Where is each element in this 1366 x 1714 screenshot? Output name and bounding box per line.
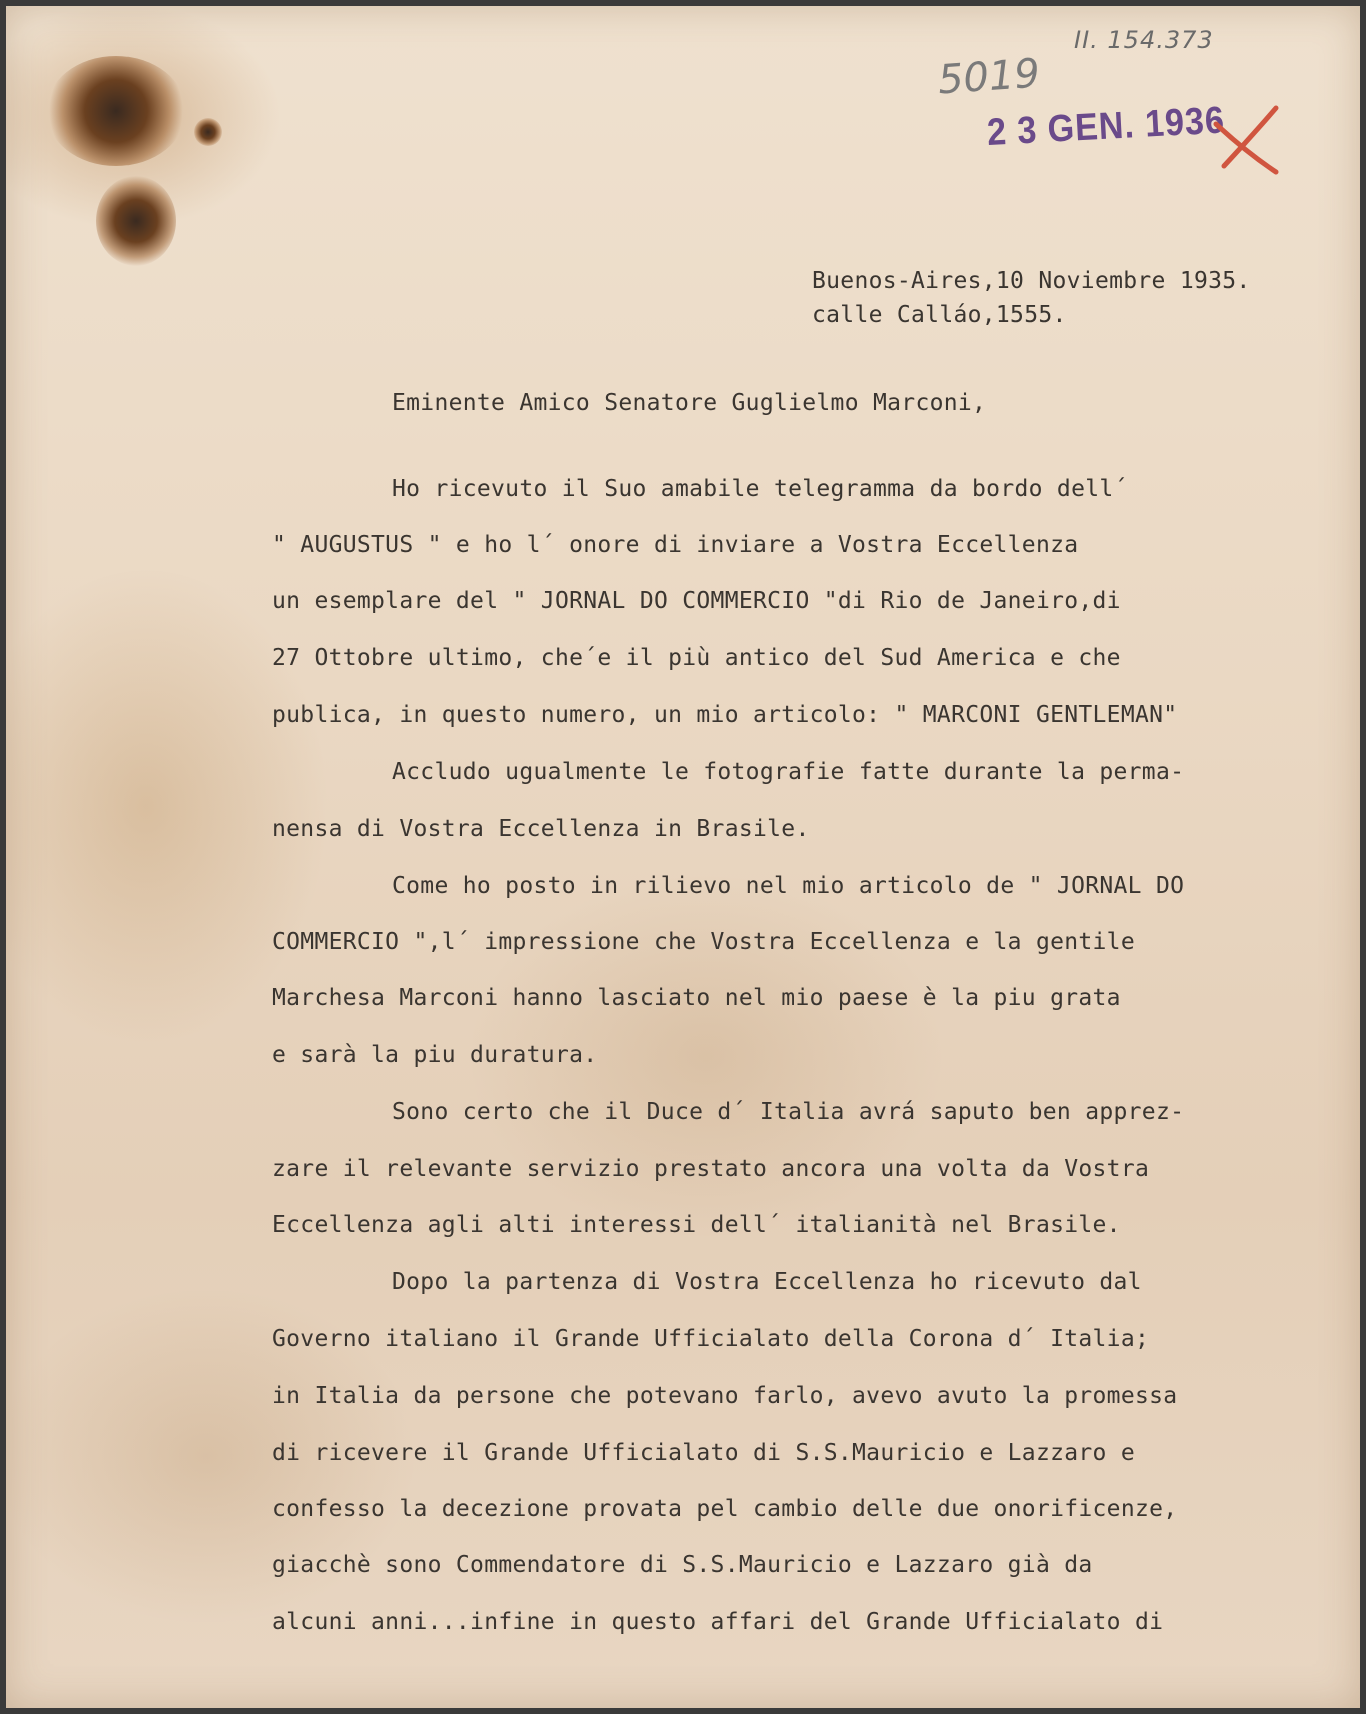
body-line: Accludo ugualmente le fotografie fatte durante la perma-	[392, 759, 1185, 785]
body-line: Come ho posto in rilievo nel mio articolo de " JORNAL DO	[392, 873, 1185, 899]
body-line: Dopo la partenza di Vostra Eccellenza ho ricevuto dal	[392, 1269, 1142, 1295]
body-line: Marchesa Marconi hanno lasciato nel mio paese è la piu grata	[272, 985, 1121, 1011]
body-line: giacchè sono Commendatore di S.S.Mauricio e Lazzaro già da	[272, 1552, 1093, 1578]
body-line: alcuni anni...infine in questo affari del Grande Ufficialato di	[272, 1609, 1164, 1635]
body-line: Ho ricevuto il Suo amabile telegramma da bordo dell´	[392, 476, 1128, 502]
red-cross-mark	[1206, 102, 1286, 182]
salutation: Eminente Amico Senatore Guglielmo Marconi,	[392, 390, 987, 416]
body-line: " AUGUSTUS " e ho l´ onore di inviare a Vostra Eccellenza	[272, 532, 1079, 558]
letter-page	[6, 6, 1360, 1708]
burn-mark	[96, 176, 176, 266]
archive-number: II. 154.373	[1074, 26, 1214, 54]
body-line: e sarà la piu duratura.	[272, 1042, 598, 1068]
body-line: 27 Ottobre ultimo, che´e il più antico del Sud America e che	[272, 645, 1121, 671]
body-line: nensa di Vostra Eccellenza in Brasile.	[272, 816, 810, 842]
burn-mark	[194, 118, 222, 146]
body-line: Eccellenza agli alti interessi dell´ italianità nel Brasile.	[272, 1212, 1121, 1238]
handwritten-number: 5019	[936, 50, 1042, 104]
body-line: zare il relevante servizio prestato ancora una volta da Vostra	[272, 1156, 1150, 1182]
address: calle Calláo,1555.	[812, 302, 1067, 328]
body-line: COMMERCIO ",l´ impressione che Vostra Eccellenza e la gentile	[272, 929, 1135, 955]
body-line: un esemplare del " JORNAL DO COMMERCIO "di Rio de Janeiro,di	[272, 588, 1121, 614]
body-line: Governo italiano il Grande Ufficialato della Corona d´ Italia;	[272, 1326, 1150, 1352]
place-date: Buenos-Aires,10 Noviembre 1935.	[812, 268, 1251, 294]
date-stamp: 2 3 GEN. 1936	[986, 99, 1226, 154]
body-line: confesso la decezione provata pel cambio delle due onorificenze,	[272, 1496, 1178, 1522]
body-line: di ricevere il Grande Ufficialato di S.S.Mauricio e Lazzaro e	[272, 1440, 1135, 1466]
body-line: publica, in questo numero, un mio articolo: " MARCONI GENTLEMAN"	[272, 702, 1178, 728]
body-line: in Italia da persone che potevano farlo, avevo avuto la promessa	[272, 1383, 1178, 1409]
burn-mark	[46, 56, 186, 166]
body-line: Sono certo che il Duce d´ Italia avrá saputo ben apprez-	[392, 1099, 1185, 1125]
